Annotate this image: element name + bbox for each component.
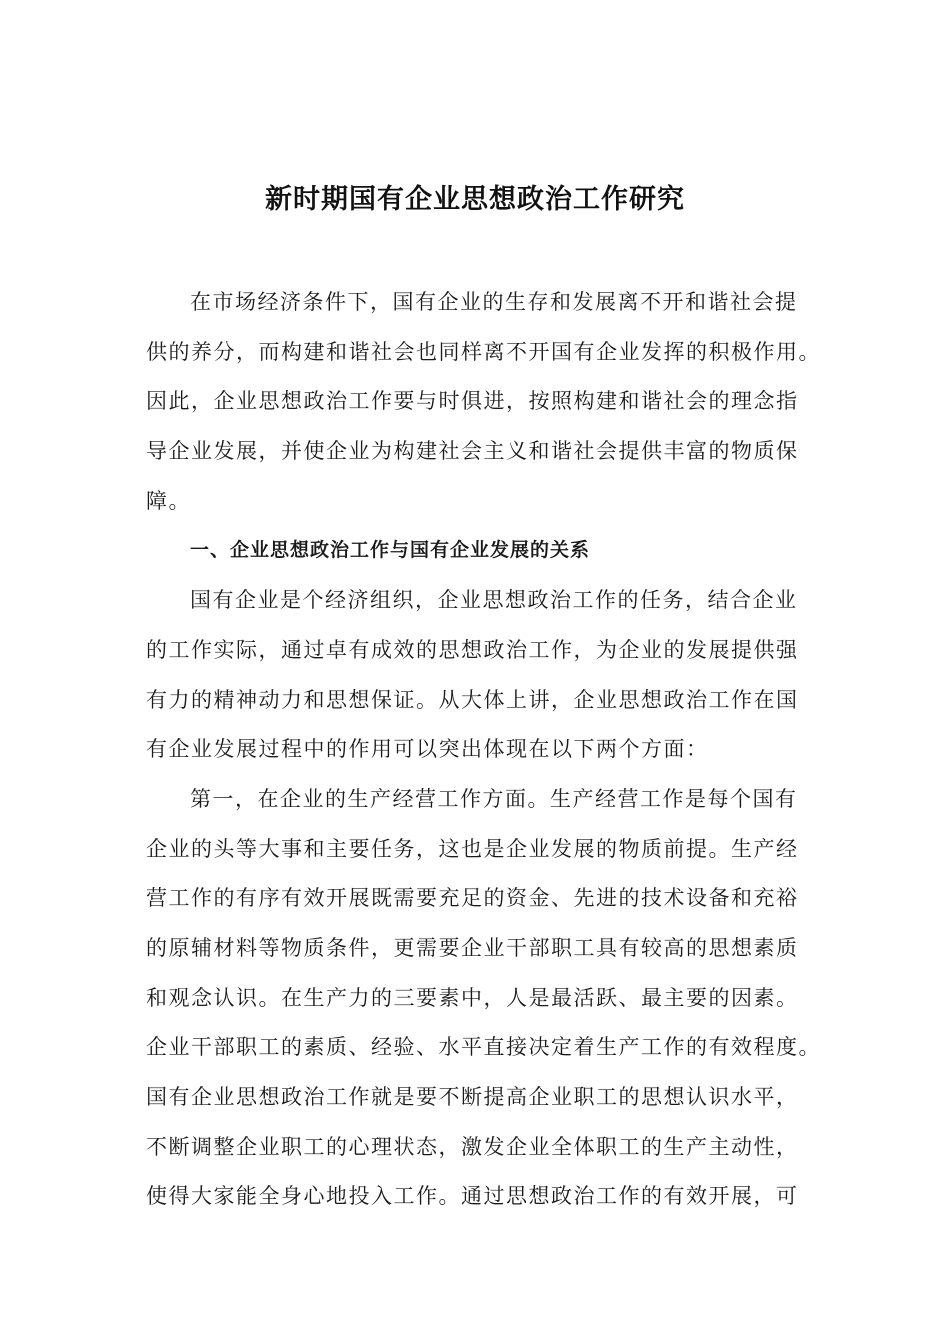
- paragraph-line: 企业的头等大事和主要任务，这也是企业发展的物质前提。生产经: [146, 836, 799, 861]
- section-heading: 一、企业思想政治工作与国有企业发展的关系: [190, 539, 591, 562]
- paragraph-line: 国有企业是个经济组织，企业思想政治工作的任务，结合企业: [190, 588, 798, 613]
- paragraph-line: 在市场经济条件下，国有企业的生存和发展离不开和谐社会提: [190, 290, 798, 314]
- paragraph-line: 营工作的有序有效开展既需要充足的资金、先进的技术设备和充裕: [146, 886, 799, 911]
- paragraph-line: 因此，企业思想政治工作要与时俱进，按照构建和谐社会的理念指: [146, 389, 799, 414]
- paragraph-line: 供的养分，而构建和谐社会也同样离不开国有企业发挥的积极作用。: [146, 339, 821, 364]
- paragraph-line: 不断调整企业职工的心理状态，激发企业全体职工的生产主动性，: [146, 1134, 799, 1159]
- paragraph-line: 导企业发展，并使企业为构建社会主义和谐社会提供丰富的物质保: [146, 439, 799, 464]
- document-body: [146, 278, 821, 1222]
- paragraph-line: 的工作实际，通过卓有成效的思想政治工作，为企业的发展提供强: [146, 637, 799, 662]
- paragraph-line: 国有企业思想政治工作就是要不断提高企业职工的思想认识水平，: [146, 1085, 799, 1109]
- paragraph-line: 有企业发展过程中的作用可以突出体现在以下两个方面：: [146, 737, 709, 762]
- paragraph-line: 企业干部职工的素质、经验、水平直接决定着生产工作的有效程度。: [146, 1035, 821, 1060]
- paragraph-line: 和观念认识。在生产力的三要素中，人是最活跃、最主要的因素。: [146, 985, 799, 1010]
- paragraph-line: 的原辅材料等物质条件，更需要企业干部职工具有较高的思想素质: [146, 935, 799, 960]
- paragraph-line: 第一，在企业的生产经营工作方面。生产经营工作是每个国有: [190, 786, 798, 811]
- document-title: 新时期国有企业思想政治工作研究: [265, 184, 685, 215]
- paragraph-line: 障。: [146, 488, 191, 513]
- paragraph-line: 有力的精神动力和思想保证。从大体上讲，企业思想政治工作在国: [146, 687, 799, 712]
- paragraph-line: 使得大家能全身心地投入工作。通过思想政治工作的有效开展，可: [146, 1184, 799, 1209]
